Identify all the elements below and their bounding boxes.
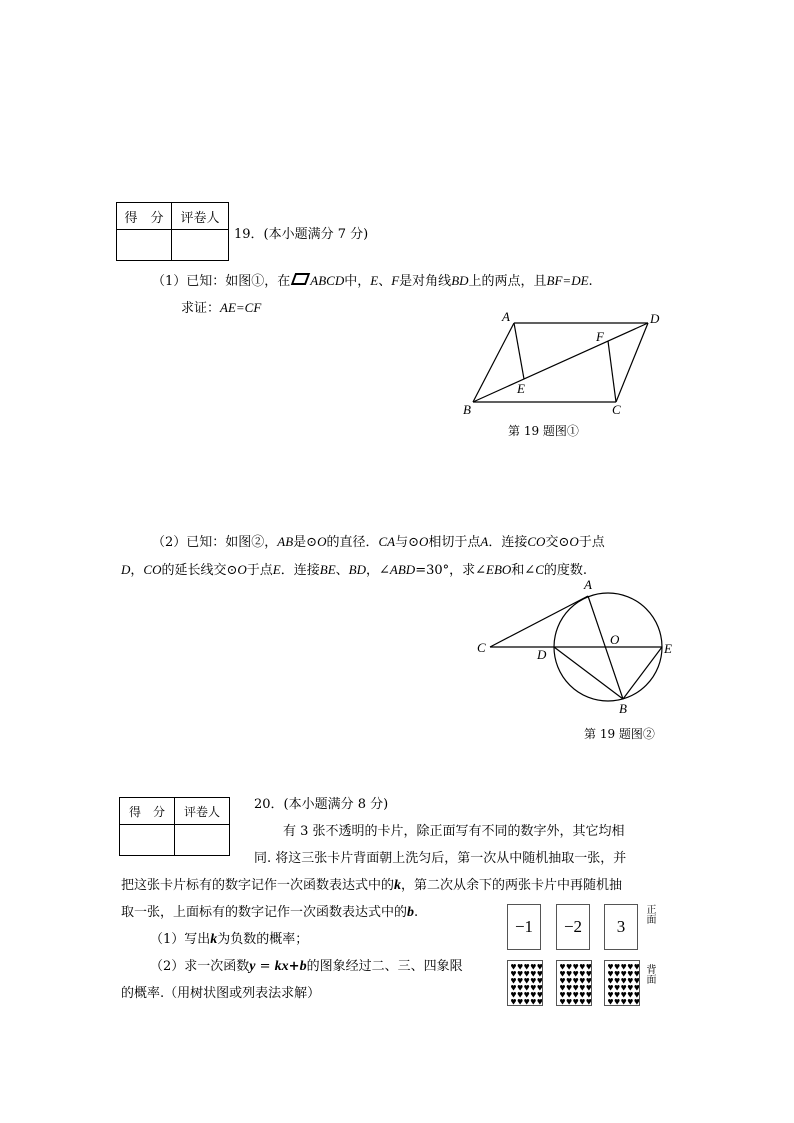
score-header: 得 分 <box>117 203 172 230</box>
q19-part2-line2: D，CO的延长线交⊙O于点E．连接BE、BD，∠ABD=30°，求∠EBO和∠C的度数. <box>121 562 588 578</box>
label-a: A <box>502 309 510 324</box>
label-b: B <box>463 402 471 417</box>
label-d2: D <box>537 647 547 662</box>
back-label: 背面 <box>644 964 655 984</box>
figure-19-2 <box>470 575 685 745</box>
segment-be <box>623 647 662 699</box>
score-cell-2[interactable] <box>120 825 175 856</box>
q20-line3: 把这张卡片标有的数字记作一次函数表达式中的k，第二次从余下的两张卡片中再随机抽 <box>121 878 623 893</box>
segment-ae <box>514 323 524 379</box>
card-front-2: −2 <box>556 904 590 950</box>
figure-19-1-caption: 第 19 题图① <box>508 424 579 438</box>
score-cell[interactable] <box>117 230 172 261</box>
card-back-1 <box>507 960 543 1006</box>
q20-sub1: （1）写出k为负数的概率； <box>150 932 309 947</box>
label-b2: B <box>619 701 627 716</box>
label-c: C <box>612 402 621 417</box>
label-f: F <box>596 329 604 344</box>
figure-19-1 <box>455 305 675 440</box>
figure-19-2-caption: 第 19 题图② <box>584 727 655 741</box>
grader-cell-2[interactable] <box>175 825 230 856</box>
heart-pattern-icon <box>508 961 543 1006</box>
q19-prove-line: 求证：AE=CF <box>181 300 262 316</box>
q20-heading: 20．(本小题满分 8 分) <box>254 797 389 812</box>
label-o: O <box>610 632 620 647</box>
card-front-1: −1 <box>507 904 541 950</box>
label-a2: A <box>584 577 592 592</box>
label-e2: E <box>664 641 672 656</box>
q20-sub2: （2）求一次函数y = kx+b的图象经过二、三、四象限 <box>150 959 463 974</box>
q20-line2: 同. 将这三张卡片背面朝上洗匀后，第一次从中随机抽取一张，并 <box>254 851 627 866</box>
q19-part1-line: （1）已知：如图①，在 ABCD中，E、F是对角线BD上的两点，且BF=DE. <box>152 273 593 289</box>
q19-heading: 19．(本小题满分 7 分) <box>234 227 369 242</box>
score-table-1 <box>116 202 229 261</box>
card-back-2 <box>556 960 592 1006</box>
segment-bd <box>554 647 623 699</box>
side-ab <box>473 323 514 402</box>
q19-part2-line1: （2）已知：如图②，AB是⊙O的直径．CA与⊙O相切于点A．连接CO交⊙O于点 <box>152 534 605 550</box>
front-label: 正面 <box>644 904 655 924</box>
score-table-2 <box>119 797 230 856</box>
parallelogram-icon <box>291 273 310 285</box>
grader-cell[interactable] <box>172 230 229 261</box>
q20-line1: 有 3 张不透明的卡片，除正面写有不同的数字外，其它均相 <box>283 824 625 839</box>
card-back-3 <box>604 960 640 1006</box>
grader-header: 评卷人 <box>172 203 229 230</box>
diagonal-bd <box>473 323 648 402</box>
grader-header-2: 评卷人 <box>175 798 230 825</box>
heart-pattern-icon <box>605 961 640 1006</box>
card-front-3: 3 <box>604 904 638 950</box>
tangent-ca <box>490 596 588 647</box>
label-d: D <box>650 311 660 326</box>
segment-cf <box>608 341 616 402</box>
heart-pattern-icon <box>557 961 592 1006</box>
q20-line4: 取一张，上面标有的数字记作一次函数表达式中的b. <box>121 905 419 920</box>
q20-sub3: 的概率.（用树状图或列表法求解） <box>121 986 321 1001</box>
score-header-2: 得 分 <box>120 798 175 825</box>
label-e: E <box>517 381 525 396</box>
label-c2: C <box>477 640 486 655</box>
